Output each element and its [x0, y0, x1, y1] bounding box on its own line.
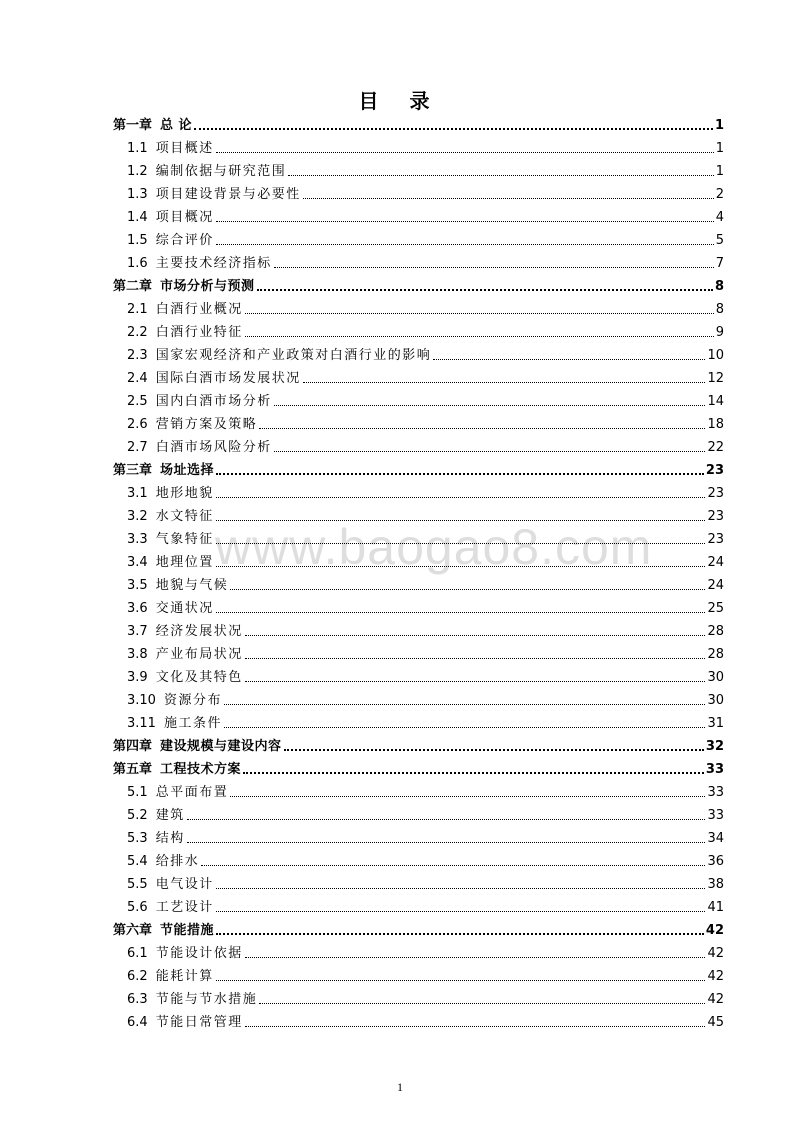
toc-entry-number: 2.3: [127, 348, 148, 363]
toc-entry-label: 工程技术方案: [160, 762, 242, 777]
toc-entry-page: 18: [707, 417, 724, 432]
toc-entry-number: 3.10: [127, 693, 156, 708]
toc-entry-label: 文化及其特色: [155, 670, 243, 685]
toc-section-entry[interactable]: [113, 712, 724, 735]
toc-section-entry[interactable]: [113, 689, 724, 712]
toc-entry-number: 第三章: [113, 463, 153, 478]
toc-dot-leader: [216, 519, 706, 521]
toc-entry-page: 7: [715, 256, 724, 271]
toc-entry-page: 23: [705, 463, 724, 478]
toc-entry-label: 国内白酒市场分析: [155, 394, 272, 409]
toc-entry-page: 28: [707, 647, 724, 662]
toc-section-entry[interactable]: [113, 160, 724, 183]
toc-chapter-entry[interactable]: [113, 758, 724, 781]
toc-entry-number: 3.8: [127, 647, 148, 662]
toc-entry-number: 3.7: [127, 624, 148, 639]
toc-entry-number: 1.3: [127, 187, 148, 202]
toc-entry-label: 白酒行业特征: [155, 325, 243, 340]
toc-dot-leader: [187, 841, 706, 843]
toc-entry-label: 项目概述: [155, 141, 214, 156]
toc-entry-number: 2.1: [127, 302, 148, 317]
toc-section-entry[interactable]: [113, 137, 724, 160]
toc-entry-label: 白酒市场风险分析: [155, 440, 272, 455]
toc-entry-number: 1.4: [127, 210, 148, 225]
toc-entry-label: 地貌与气候: [155, 578, 229, 593]
toc-dot-leader: [433, 358, 705, 360]
toc-section-entry[interactable]: [113, 643, 724, 666]
toc-section-entry[interactable]: [113, 781, 724, 804]
toc-entry-number: 2.6: [127, 417, 148, 432]
toc-dot-leader: [274, 450, 706, 452]
toc-entry-page: 34: [707, 831, 724, 846]
toc-entry-label: 结构: [155, 831, 185, 846]
toc-entry-label: 节能设计依据: [155, 946, 243, 961]
toc-dot-leader: [303, 197, 714, 199]
toc-entry-number: 3.3: [127, 532, 148, 547]
toc-entry-label: 项目建设背景与必要性: [155, 187, 301, 202]
toc-entry-page: 45: [707, 1015, 724, 1030]
toc-entry-label: 建设规模与建设内容: [160, 739, 282, 754]
toc-entry-number: 1.6: [127, 256, 148, 271]
page-title: 目 录: [358, 89, 442, 113]
toc-entry-page: 4: [715, 210, 724, 225]
table-of-contents: [113, 114, 724, 1034]
toc-entry-label: 经济发展状况: [155, 624, 243, 639]
toc-entry-page: 23: [707, 486, 724, 501]
toc-entry-number: 5.5: [127, 877, 148, 892]
toc-entry-label: 项目概况: [155, 210, 214, 225]
toc-entry-number: 5.6: [127, 900, 148, 915]
toc-entry-label: 节能日常管理: [155, 1015, 243, 1030]
toc-entry-page: 8: [714, 279, 724, 294]
toc-dot-leader: [230, 795, 705, 797]
toc-section-entry[interactable]: [113, 666, 724, 689]
toc-entry-page: 14: [707, 394, 724, 409]
toc-entry-number: 6.2: [127, 969, 148, 984]
toc-dot-leader: [259, 1002, 705, 1004]
toc-entry-page: 32: [705, 739, 724, 754]
toc-section-entry[interactable]: [113, 1011, 724, 1034]
toc-entry-label: 国家宏观经济和产业政策对白酒行业的影响: [155, 348, 432, 363]
toc-dot-leader: [216, 887, 706, 889]
toc-entry-label: 市场分析与预测: [160, 279, 255, 294]
toc-entry-number: 3.9: [127, 670, 148, 685]
toc-entry-label: 编制依据与研究范围: [155, 164, 287, 179]
toc-entry-label: 产业布局状况: [155, 647, 243, 662]
toc-entry-number: 6.4: [127, 1015, 148, 1030]
toc-dot-leader: [245, 680, 706, 682]
toc-entry-label: 总 论: [160, 118, 193, 133]
toc-entry-label: 地形地貌: [155, 486, 214, 501]
toc-section-entry[interactable]: [113, 367, 724, 390]
toc-section-entry[interactable]: [113, 804, 724, 827]
toc-dot-leader: [245, 634, 706, 636]
toc-section-entry[interactable]: [113, 390, 724, 413]
toc-entry-label: 水文特征: [155, 509, 214, 524]
toc-entry-page: 33: [705, 762, 724, 777]
toc-section-entry[interactable]: [113, 298, 724, 321]
toc-entry-number: 6.3: [127, 992, 148, 1007]
toc-entry-page: 30: [707, 670, 724, 685]
toc-dot-leader: [216, 979, 706, 981]
page-number: 1: [397, 1080, 403, 1094]
toc-entry-label: 交通状况: [155, 601, 214, 616]
toc-dot-leader: [216, 932, 704, 935]
toc-entry-label: 建筑: [155, 808, 185, 823]
toc-section-entry[interactable]: [113, 574, 724, 597]
toc-entry-label: 主要技术经济指标: [155, 256, 272, 271]
toc-entry-number: 5.1: [127, 785, 148, 800]
toc-dot-leader: [303, 381, 706, 383]
toc-dot-leader: [288, 174, 714, 176]
toc-section-entry[interactable]: [113, 827, 724, 850]
toc-entry-page: 38: [707, 877, 724, 892]
toc-entry-label: 营销方案及策略: [155, 417, 258, 432]
toc-entry-number: 2.5: [127, 394, 148, 409]
toc-dot-leader: [216, 611, 706, 613]
toc-entry-number: 1.5: [127, 233, 148, 248]
toc-section-entry[interactable]: [113, 344, 724, 367]
toc-section-entry[interactable]: [113, 505, 724, 528]
toc-dot-leader: [257, 288, 713, 291]
toc-entry-page: 25: [707, 601, 724, 616]
toc-entry-number: 2.7: [127, 440, 148, 455]
toc-chapter-entry[interactable]: [113, 735, 724, 758]
toc-dot-leader: [259, 427, 705, 429]
toc-dot-leader: [216, 565, 706, 567]
toc-entry-page: 2: [715, 187, 724, 202]
toc-section-entry[interactable]: [113, 183, 724, 206]
toc-entry-page: 23: [707, 509, 724, 524]
toc-dot-leader: [245, 657, 706, 659]
toc-entry-page: 36: [707, 854, 724, 869]
toc-section-entry[interactable]: [113, 206, 724, 229]
toc-entry-label: 资源分布: [163, 693, 222, 708]
toc-dot-leader: [245, 1025, 706, 1027]
toc-entry-label: 总平面布置: [155, 785, 229, 800]
toc-entry-label: 地理位置: [155, 555, 214, 570]
toc-dot-leader: [245, 312, 714, 314]
toc-entry-label: 节能与节水措施: [155, 992, 258, 1007]
toc-dot-leader: [243, 771, 704, 774]
toc-entry-label: 工艺设计: [155, 900, 214, 915]
toc-dot-leader: [224, 703, 705, 705]
toc-entry-number: 5.4: [127, 854, 148, 869]
toc-entry-number: 6.1: [127, 946, 148, 961]
toc-entry-number: 第六章: [113, 923, 153, 938]
toc-entry-label: 气象特征: [155, 532, 214, 547]
toc-dot-leader: [245, 335, 714, 337]
toc-entry-number: 3.4: [127, 555, 148, 570]
toc-section-entry[interactable]: [113, 850, 724, 873]
toc-section-entry[interactable]: [113, 597, 724, 620]
toc-entry-label: 施工条件: [163, 716, 222, 731]
toc-dot-leader: [187, 818, 706, 820]
toc-dot-leader: [216, 496, 706, 498]
toc-section-entry[interactable]: [113, 528, 724, 551]
toc-entry-number: 5.3: [127, 831, 148, 846]
toc-dot-leader: [216, 542, 706, 544]
toc-entry-page: 12: [707, 371, 724, 386]
toc-dot-leader: [224, 726, 705, 728]
toc-entry-page: 24: [707, 578, 724, 593]
toc-entry-number: 第五章: [113, 762, 153, 777]
toc-section-entry[interactable]: [113, 229, 724, 252]
toc-entry-number: 第二章: [113, 279, 153, 294]
toc-entry-page: 42: [705, 923, 724, 938]
toc-entry-number: 3.2: [127, 509, 148, 524]
toc-entry-number: 1.1: [127, 141, 148, 156]
toc-entry-label: 白酒行业概况: [155, 302, 243, 317]
toc-dot-leader: [274, 404, 706, 406]
toc-entry-label: 场址选择: [160, 463, 215, 478]
watermark-text: www.baogao8.com: [215, 519, 653, 575]
toc-dot-leader: [194, 127, 713, 130]
toc-entry-number: 第四章: [113, 739, 153, 754]
toc-entry-number: 3.11: [127, 716, 156, 731]
toc-entry-page: 23: [707, 532, 724, 547]
toc-section-entry[interactable]: [113, 321, 724, 344]
toc-chapter-entry[interactable]: [113, 114, 724, 137]
toc-entry-page: 8: [715, 302, 724, 317]
toc-section-entry[interactable]: [113, 942, 724, 965]
toc-entry-label: 电气设计: [155, 877, 214, 892]
toc-entry-number: 3.5: [127, 578, 148, 593]
toc-entry-page: 42: [707, 969, 724, 984]
toc-section-entry[interactable]: [113, 988, 724, 1011]
toc-entry-label: 能耗计算: [155, 969, 214, 984]
toc-section-entry[interactable]: [113, 413, 724, 436]
toc-dot-leader: [216, 220, 714, 222]
toc-entry-page: 31: [707, 716, 724, 731]
toc-dot-leader: [216, 472, 704, 475]
toc-chapter-entry[interactable]: [113, 919, 724, 942]
toc-entry-page: 22: [707, 440, 724, 455]
toc-section-entry[interactable]: [113, 252, 724, 275]
toc-entry-page: 5: [715, 233, 724, 248]
toc-entry-number: 第一章: [113, 118, 153, 133]
toc-dot-leader: [230, 588, 705, 590]
toc-entry-label: 给排水: [155, 854, 200, 869]
toc-entry-label: 综合评价: [155, 233, 214, 248]
toc-entry-page: 42: [707, 946, 724, 961]
toc-entry-label: 国际白酒市场发展状况: [155, 371, 301, 386]
toc-section-entry[interactable]: [113, 436, 724, 459]
toc-dot-leader: [201, 864, 705, 866]
toc-entry-label: 节能措施: [160, 923, 215, 938]
toc-entry-page: 1: [715, 141, 724, 156]
toc-entry-page: 1: [714, 118, 724, 133]
toc-entry-page: 10: [707, 348, 724, 363]
toc-entry-page: 42: [707, 992, 724, 1007]
toc-entry-page: 33: [707, 785, 724, 800]
toc-dot-leader: [216, 151, 714, 153]
toc-dot-leader: [216, 910, 706, 912]
toc-dot-leader: [216, 243, 714, 245]
toc-chapter-entry[interactable]: [113, 459, 724, 482]
toc-section-entry[interactable]: [113, 620, 724, 643]
toc-entry-number: 2.2: [127, 325, 148, 340]
toc-entry-page: 30: [707, 693, 724, 708]
toc-entry-number: 3.1: [127, 486, 148, 501]
toc-entry-number: 2.4: [127, 371, 148, 386]
toc-dot-leader: [274, 266, 714, 268]
toc-section-entry[interactable]: [113, 551, 724, 574]
toc-dot-leader: [245, 956, 706, 958]
toc-entry-number: 3.6: [127, 601, 148, 616]
toc-section-entry[interactable]: [113, 873, 724, 896]
toc-entry-page: 9: [715, 325, 724, 340]
toc-dot-leader: [284, 748, 704, 751]
toc-section-entry[interactable]: [113, 965, 724, 988]
toc-entry-page: 24: [707, 555, 724, 570]
toc-entry-page: 33: [707, 808, 724, 823]
toc-entry-number: 5.2: [127, 808, 148, 823]
toc-section-entry[interactable]: [113, 482, 724, 505]
toc-entry-page: 41: [707, 900, 724, 915]
toc-chapter-entry[interactable]: [113, 275, 724, 298]
toc-entry-number: 1.2: [127, 164, 148, 179]
toc-entry-page: 1: [715, 164, 724, 179]
toc-section-entry[interactable]: [113, 896, 724, 919]
toc-entry-page: 28: [707, 624, 724, 639]
